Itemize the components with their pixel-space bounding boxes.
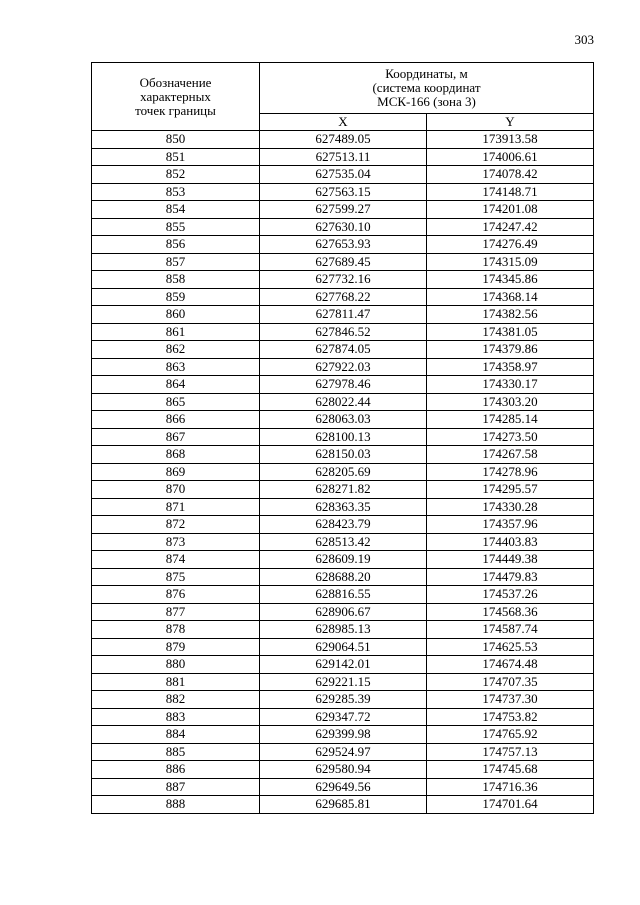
table-row — [92, 761, 594, 779]
table-row — [92, 551, 594, 569]
table-row — [92, 341, 594, 359]
x-cell: 629399.98 — [260, 726, 427, 744]
point-cell: 857 — [92, 253, 260, 271]
point-cell: 869 — [92, 463, 260, 481]
table-row — [92, 516, 594, 534]
point-cell: 885 — [92, 743, 260, 761]
y-cell: 174278.96 — [427, 463, 594, 481]
y-cell: 174267.58 — [427, 446, 594, 464]
x-cell: 628022.44 — [260, 393, 427, 411]
table-row — [92, 586, 594, 604]
x-cell: 627768.22 — [260, 288, 427, 306]
x-cell: 629221.15 — [260, 673, 427, 691]
table-row — [92, 253, 594, 271]
table-row — [92, 603, 594, 621]
x-cell: 627599.27 — [260, 201, 427, 219]
x-cell: 628063.03 — [260, 411, 427, 429]
point-cell: 876 — [92, 586, 260, 604]
table-row — [92, 796, 594, 814]
x-cell: 627978.46 — [260, 376, 427, 394]
x-cell: 627846.52 — [260, 323, 427, 341]
table-row — [92, 708, 594, 726]
table-row — [92, 533, 594, 551]
coordinates-table — [91, 62, 594, 814]
y-cell: 174403.83 — [427, 533, 594, 551]
y-cell: 174345.86 — [427, 271, 594, 289]
x-cell: 628906.67 — [260, 603, 427, 621]
x-header: X — [260, 114, 427, 131]
point-cell: 872 — [92, 516, 260, 534]
x-cell: 627689.45 — [260, 253, 427, 271]
table-body — [92, 131, 594, 814]
point-cell: 863 — [92, 358, 260, 376]
table-row — [92, 778, 594, 796]
table-row — [92, 376, 594, 394]
y-cell: 174315.09 — [427, 253, 594, 271]
x-cell: 628688.20 — [260, 568, 427, 586]
table-row — [92, 428, 594, 446]
y-cell: 174587.74 — [427, 621, 594, 639]
x-cell: 629580.94 — [260, 761, 427, 779]
x-cell: 627563.15 — [260, 183, 427, 201]
point-cell: 884 — [92, 726, 260, 744]
y-cell: 174707.35 — [427, 673, 594, 691]
y-cell: 174330.17 — [427, 376, 594, 394]
x-cell: 628985.13 — [260, 621, 427, 639]
point-cell: 856 — [92, 236, 260, 254]
point-cell: 870 — [92, 481, 260, 499]
header-row — [92, 63, 594, 114]
y-cell: 174753.82 — [427, 708, 594, 726]
table-row — [92, 638, 594, 656]
x-cell: 627489.05 — [260, 131, 427, 149]
x-cell: 627653.93 — [260, 236, 427, 254]
y-cell: 174285.14 — [427, 411, 594, 429]
point-cell: 880 — [92, 656, 260, 674]
table-row — [92, 743, 594, 761]
point-cell: 877 — [92, 603, 260, 621]
point-cell: 862 — [92, 341, 260, 359]
y-cell: 174368.14 — [427, 288, 594, 306]
point-cell: 861 — [92, 323, 260, 341]
x-cell: 628816.55 — [260, 586, 427, 604]
y-cell: 174381.05 — [427, 323, 594, 341]
table-row — [92, 131, 594, 149]
y-cell: 174568.36 — [427, 603, 594, 621]
table-row — [92, 393, 594, 411]
table-row — [92, 691, 594, 709]
y-cell: 174358.97 — [427, 358, 594, 376]
y-cell: 174701.64 — [427, 796, 594, 814]
x-cell: 628363.35 — [260, 498, 427, 516]
point-cell: 853 — [92, 183, 260, 201]
point-cell: 878 — [92, 621, 260, 639]
point-cell: 867 — [92, 428, 260, 446]
x-cell: 628271.82 — [260, 481, 427, 499]
y-header: Y — [427, 114, 594, 131]
table-row — [92, 183, 594, 201]
table-row — [92, 358, 594, 376]
table-row — [92, 411, 594, 429]
point-cell: 850 — [92, 131, 260, 149]
x-cell: 627811.47 — [260, 306, 427, 324]
table-row — [92, 568, 594, 586]
table-row — [92, 166, 594, 184]
y-cell: 174716.36 — [427, 778, 594, 796]
table-row — [92, 218, 594, 236]
y-cell: 174379.86 — [427, 341, 594, 359]
y-cell: 174148.71 — [427, 183, 594, 201]
x-cell: 627630.10 — [260, 218, 427, 236]
x-cell: 629524.97 — [260, 743, 427, 761]
y-cell: 174357.96 — [427, 516, 594, 534]
point-cell: 882 — [92, 691, 260, 709]
point-cell: 865 — [92, 393, 260, 411]
x-cell: 628423.79 — [260, 516, 427, 534]
point-cell: 875 — [92, 568, 260, 586]
x-cell: 628513.42 — [260, 533, 427, 551]
y-cell: 174006.61 — [427, 148, 594, 166]
y-cell: 174276.49 — [427, 236, 594, 254]
y-cell: 173913.58 — [427, 131, 594, 149]
table-row — [92, 673, 594, 691]
x-cell: 628100.13 — [260, 428, 427, 446]
point-cell: 881 — [92, 673, 260, 691]
y-cell: 174479.83 — [427, 568, 594, 586]
point-designation-header — [92, 63, 260, 131]
x-cell: 629285.39 — [260, 691, 427, 709]
y-cell: 174449.38 — [427, 551, 594, 569]
coordinates-header — [260, 63, 594, 114]
y-cell: 174247.42 — [427, 218, 594, 236]
table-header — [92, 63, 594, 131]
table-row — [92, 656, 594, 674]
y-cell: 174537.26 — [427, 586, 594, 604]
x-cell: 627874.05 — [260, 341, 427, 359]
point-cell: 854 — [92, 201, 260, 219]
point-cell: 864 — [92, 376, 260, 394]
point-cell: 868 — [92, 446, 260, 464]
table-row — [92, 201, 594, 219]
y-cell: 174078.42 — [427, 166, 594, 184]
table-row — [92, 621, 594, 639]
point-cell: 855 — [92, 218, 260, 236]
point-cell: 859 — [92, 288, 260, 306]
point-cell: 888 — [92, 796, 260, 814]
point-designation-header-text: Обозначение характерных точек границы — [135, 74, 216, 118]
x-cell: 628205.69 — [260, 463, 427, 481]
x-cell: 629064.51 — [260, 638, 427, 656]
page-number: 303 — [574, 32, 594, 47]
y-cell: 174330.28 — [427, 498, 594, 516]
coordinates-header-text: Координаты, м (система координат МСК-166 (зона 3) — [372, 66, 481, 109]
table-row — [92, 271, 594, 289]
table-row — [92, 463, 594, 481]
point-cell: 852 — [92, 166, 260, 184]
point-cell: 883 — [92, 708, 260, 726]
y-cell: 174625.53 — [427, 638, 594, 656]
point-cell: 879 — [92, 638, 260, 656]
y-cell: 174757.13 — [427, 743, 594, 761]
x-cell: 628609.19 — [260, 551, 427, 569]
table-row — [92, 726, 594, 744]
y-cell: 174765.92 — [427, 726, 594, 744]
point-cell: 886 — [92, 761, 260, 779]
point-cell: 873 — [92, 533, 260, 551]
y-cell: 174295.57 — [427, 481, 594, 499]
y-cell: 174745.68 — [427, 761, 594, 779]
x-cell: 629142.01 — [260, 656, 427, 674]
table-row — [92, 323, 594, 341]
x-cell: 627535.04 — [260, 166, 427, 184]
point-cell: 866 — [92, 411, 260, 429]
x-cell: 629649.56 — [260, 778, 427, 796]
y-cell: 174201.08 — [427, 201, 594, 219]
point-cell: 858 — [92, 271, 260, 289]
x-cell: 627732.16 — [260, 271, 427, 289]
table-row — [92, 148, 594, 166]
table-row — [92, 498, 594, 516]
point-cell: 860 — [92, 306, 260, 324]
table-row — [92, 446, 594, 464]
table-row — [92, 288, 594, 306]
y-cell: 174737.30 — [427, 691, 594, 709]
point-cell: 851 — [92, 148, 260, 166]
table-row — [92, 481, 594, 499]
table-row — [92, 236, 594, 254]
x-cell: 628150.03 — [260, 446, 427, 464]
x-cell: 629685.81 — [260, 796, 427, 814]
x-cell: 627922.03 — [260, 358, 427, 376]
y-cell: 174273.50 — [427, 428, 594, 446]
y-cell: 174382.56 — [427, 306, 594, 324]
x-cell: 629347.72 — [260, 708, 427, 726]
x-cell: 627513.11 — [260, 148, 427, 166]
point-cell: 871 — [92, 498, 260, 516]
y-cell: 174674.48 — [427, 656, 594, 674]
point-cell: 874 — [92, 551, 260, 569]
y-cell: 174303.20 — [427, 393, 594, 411]
table-row — [92, 306, 594, 324]
point-cell: 887 — [92, 778, 260, 796]
